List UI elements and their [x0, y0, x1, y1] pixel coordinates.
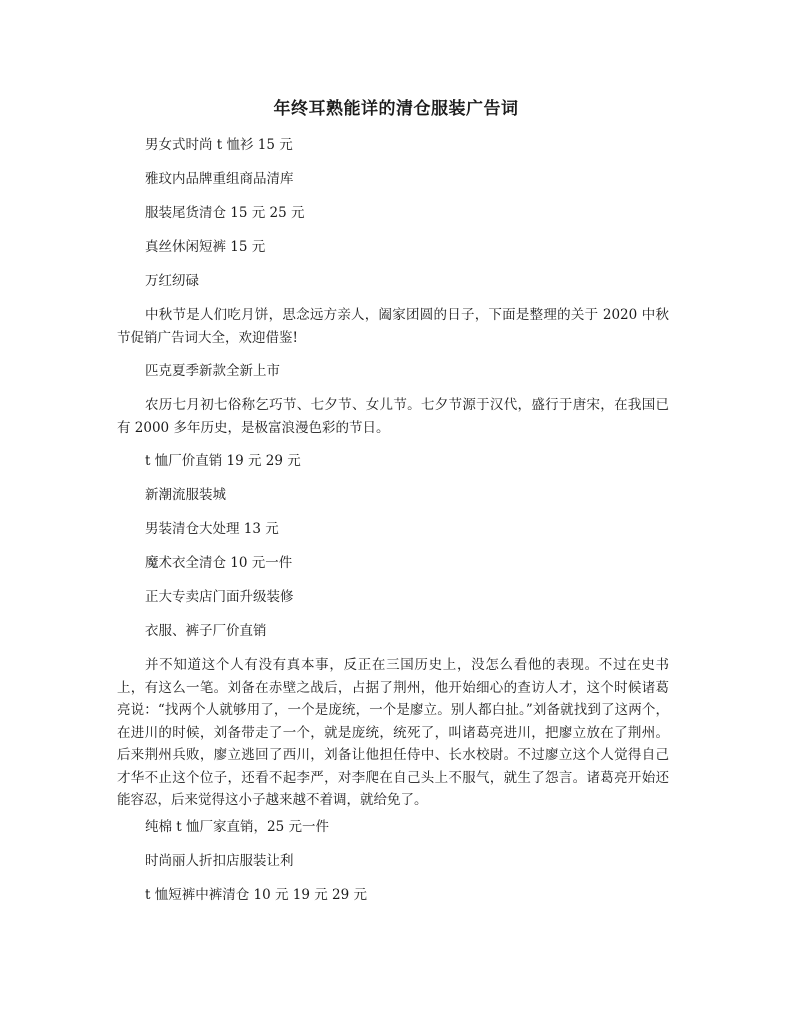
paragraph-18: t 恤短裤中裤清仓 10 元 19 元 29 元	[145, 887, 367, 903]
paragraph-2: 雅玟内品牌重组商品清库	[145, 171, 294, 187]
paragraph-15: 并不知道这个人有没有真本事，反正在三国历史上，没怎么看他的表现。不过在史书上，有这么一笔。刘备在赤壁之战后，占据了荆州，他开始细心的查访人才，这个时候诸葛亮说：“找两个人就够用了，一个是庞统，一个是廖立。别人都白扯。”刘备就找到了这两个，在进川的时候，刘备带走了一个，就是庞统，统死了，叫诸葛亮进川，把廖立放在了荆州。后来荆州兵败，廖立逃回了西川，刘备让他担任侍中、长水校尉。不过廖立这个人觉得自己才华不止这个位子，还看不起李严，对李爬在自己头上不服气，就生了怨言。诸葛亮开始还能容忍，后来觉得这小子越来越不着调，就给免了。	[117, 657, 669, 808]
paragraph-16: 纯棉 t 恤厂家直销，25 元一件	[145, 819, 329, 835]
paragraph-12: 魔术衣全清仓 10 元一件	[145, 555, 293, 571]
paragraph-6: 中秋节是人们吃月饼，思念远方亲人，阖家团圆的日子，下面是整理的关于 2020 中秋节促销广告词大全，欢迎借鉴!	[117, 307, 669, 346]
paragraph-9: t 恤厂价直销 19 元 29 元	[145, 453, 301, 469]
paragraph-1: 男女式时尚 t 恤衫 15 元	[145, 137, 293, 153]
paragraph-14: 衣服、裤子厂价直销	[145, 623, 267, 639]
document-title: 年终耳熟能详的清仓服装广告词	[273, 99, 519, 119]
paragraph-5: 万红纫碌	[145, 273, 199, 289]
paragraph-8: 农历七月初七俗称乞巧节、七夕节、女儿节。七夕节源于汉代，盛行于唐宋，在我国已有 2000 多年历史，是极富浪漫色彩的节日。	[117, 397, 669, 436]
paragraph-17: 时尚丽人折扣店服装让利	[145, 853, 294, 869]
paragraph-7: 匹克夏季新款全新上市	[145, 363, 280, 379]
paragraph-10: 新潮流服装城	[145, 487, 226, 503]
paragraph-11: 男装清仓大处理 13 元	[145, 521, 279, 537]
paragraph-4: 真丝休闲短裤 15 元	[145, 239, 266, 255]
paragraph-13: 正大专卖店门面升级装修	[145, 589, 294, 605]
paragraph-3: 服装尾货清仓 15 元 25 元	[145, 205, 305, 221]
